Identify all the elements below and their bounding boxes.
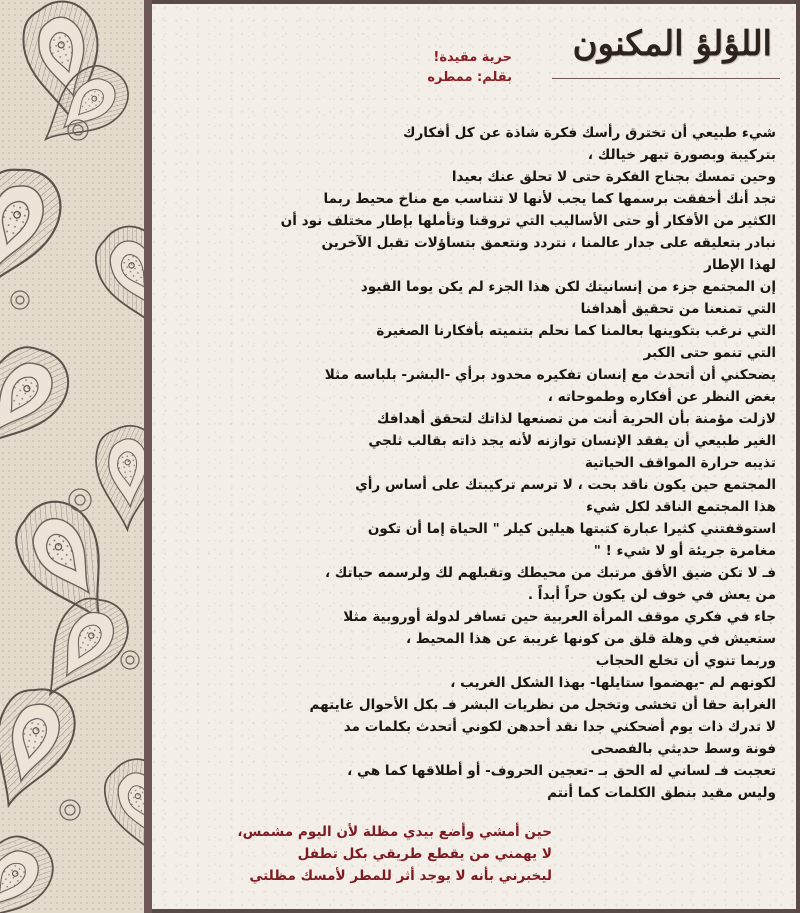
body-line: لهذا الإطار [704,257,776,273]
body-line: وربما تنوي أن تخلع الحجاب [595,653,776,669]
body-line: وليس مقيد بنطق الكلمات كما أنتم [547,785,776,801]
body-line: هذا المجتمع الناقد لكل شيء [586,499,776,515]
body-line: التي تنمو حتى الكبر [643,345,776,361]
title-underline [552,78,780,79]
body-line: فونة وسط حديثي بالفصحى [590,741,776,757]
body-line: فـ لا تكن ضيق الأفق مرتبك من محيطك وتقبلهم لك ولرسمه حياتك ، [324,565,776,581]
body-line: ستعيش في وهلة قلق من كونها غريبة عن هذا المحيط ، [405,631,776,647]
body-line: لكونهم لم -يهضموا ستايلها- بهذا الشكل الغريب ، [450,675,776,691]
body-line: مغامرة جريئة أو لا شيء ! " [593,543,776,559]
paisley-pattern-graphic [0,0,144,913]
body-line: استوقفتني كثيرا عبارة كتبتها هيلين كيلر " الحياة إما أن تكون [367,521,776,537]
article-paper [152,4,796,909]
body-line: الكثير من الأفكار أو حتى الأساليب التي تروقنا وتأملها بإطار مختلف نود أن [280,213,776,229]
closing-line: لا يهمني من يقطع طريقي بكل تطفل [297,846,552,862]
body-line: وحين تمسك بجناح الفكرة حتى لا تحلق عنك بعيدا [451,169,776,185]
body-line: لا تدرك ذات يوم أضحكني جدا نقد أحدهن لكوني أتحدث بكلمات مد [343,719,776,735]
byline-block [312,48,512,88]
body-line: يضحكني أن أتحدث مع إنسان تفكيره محدود برأي -البشر- بلباسه مثلا [324,367,776,383]
body-line: شيء طبيعي أن تخترق رأسك فكرة شاذة عن كل أفكارك [403,125,776,141]
body-line: الغير طبيعي أن يفقد الإنسان توازنه لأنه يجد ذاته بقالب ثلجي [368,433,776,449]
author-byline: بقلم: ممطره [427,70,512,85]
paisley-pattern-panel [0,0,144,913]
frame-divider [144,0,152,913]
body-line: نبادر بتعليقه على جدار عالمنا ، نتردد ونتعمق بتساؤلات تقبل الآخرين [321,235,776,251]
closing-stanza [237,821,552,887]
body-line: الغرابة حقا أن تخشى وتخجل من نظريات البشر فـ بكل الأحوال غايتهم [309,697,776,713]
body-line: المجتمع حين يكون ناقد بحت ، لا ترسم تركيبتك على أساس رأي [355,477,776,493]
body-line: بغض النظر عن أفكاره وطموحاته ، [547,389,776,405]
body-line: إن المجتمع جزء من إنسانيتك لكن هذا الجزء لم يكن يوما القيود [360,279,776,295]
body-line: التي تمنعنا من تحقيق أهدافنا [580,301,776,317]
body-line: جاء في فكري موقف المرأة العربية حين تسافر لدولة أوروبية مثلا [343,609,776,625]
section-heading: حرية مقيدة! [433,50,512,65]
closing-line: ليخبرني بأنه لا يوجد أثر للمطر لأمسك مظلتي [249,868,552,884]
article-body [262,122,776,804]
body-line: تجد أنك أخفقت برسمها كما يجب لأنها لا تتناسب مع مناخ محيط ربما [323,191,776,207]
body-line: من يعش في خوف لن يكون حراً أبداً . [527,587,776,603]
body-line: لازلت مؤمنة بأن الحرية أنت من تصنعها لذاتك لتحقق أهدافك [377,411,776,427]
closing-line: حين أمشي وأضع بيدي مظلة لأن اليوم مشمس، [237,824,552,840]
body-line: تعجبت فـ لساني له الحق بـ -تعجين الحروف- أو أطلاقها كما هي ، [347,763,776,779]
body-line: التي نرغب بتكوينها بعالمنا كما نحلم بتنميته بأفكارنا الصغيرة [376,323,776,339]
body-line: تذيبه حرارة المواقف الحياتية [584,455,776,471]
body-line: بتركيبة وبصورة تبهر خيالك ، [587,147,776,163]
article-title: اللؤلؤ المكنون [572,24,772,64]
